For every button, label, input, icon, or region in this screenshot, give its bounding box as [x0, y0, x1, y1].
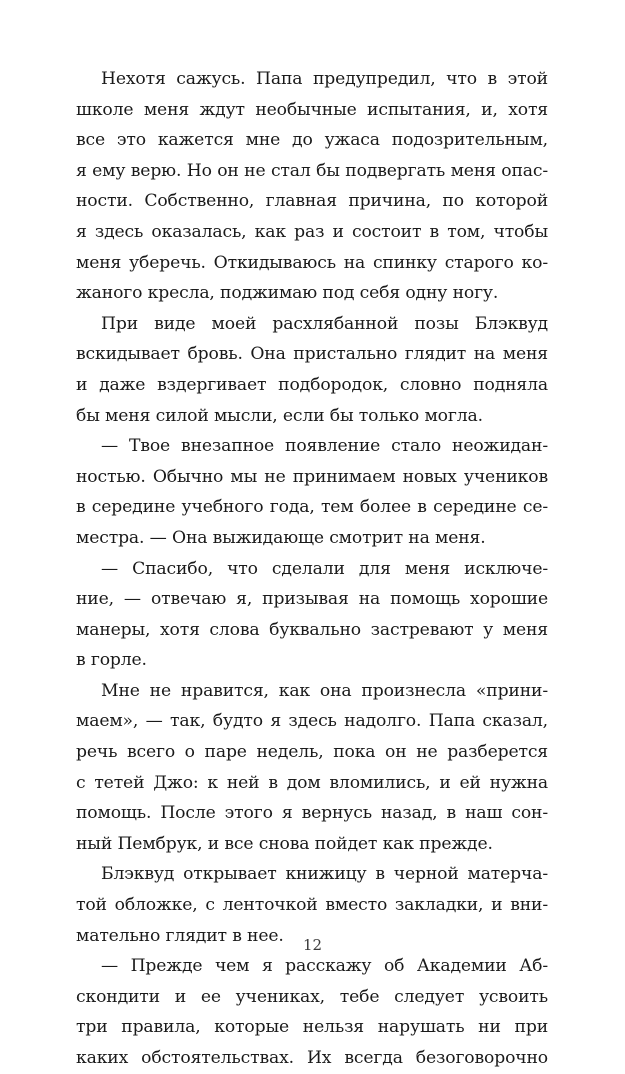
- paragraph: [76, 64, 548, 309]
- text-line: вскидывает бровь. Она пристально глядит на меня: [76, 344, 548, 365]
- text-line: ние, — отвечаю я, призывая на помощь хорошие: [76, 589, 548, 610]
- paragraph: [76, 676, 548, 860]
- text-line: жаного кресла, поджимаю под себя одну ногу.: [76, 283, 499, 304]
- text-line: помощь. После этого я вернусь назад, в наш сон-: [76, 803, 548, 824]
- text-line: я здесь оказалась, как раз и состоит в том, чтобы: [76, 221, 548, 242]
- text-line: Мне не нравится, как она произнесла «прини-: [101, 680, 548, 701]
- text-line: манеры, хотя слова буквально застревают у меня: [76, 619, 548, 640]
- text-line: и даже вздергивает подбородок, словно подняла: [76, 374, 548, 395]
- text-line: — Прежде чем я расскажу об Академии Аб-: [101, 956, 548, 977]
- text-line: с тетей Джо: к ней в дом вломились, и ей нужна: [76, 772, 548, 793]
- text-line: — Спасибо, что сделали для меня исключе-: [101, 558, 548, 579]
- paragraph: [76, 951, 548, 1073]
- text-line: При виде моей расхлябанной позы Блэквуд: [101, 313, 548, 334]
- text-line: местра. — Она выжидающе смотрит на меня.: [76, 527, 486, 548]
- text-line: меня уберечь. Откидываюсь на спинку старого ко-: [76, 252, 548, 273]
- text-line: — Твое внезапное появление стало неожидан-: [101, 436, 548, 457]
- page-number: 12: [302, 936, 323, 954]
- text-line: три правила, которые нельзя нарушать ни при: [76, 1017, 548, 1038]
- text-line: школе меня ждут необычные испытания, и, хотя: [76, 99, 548, 120]
- paragraph: [76, 554, 548, 676]
- text-line: каких обстоятельствах. Их всегда безоговорочно: [76, 1048, 548, 1068]
- text-line: ностью. Обычно мы не принимаем новых учеников: [76, 466, 548, 487]
- text-line: Блэквуд открывает книжицу в черной матерча-: [101, 864, 548, 885]
- text-line: маем», — так, будто я здесь надолго. Папа сказал,: [76, 711, 548, 732]
- text-line: Нехотя сажусь. Папа предупредил, что в этой: [101, 69, 548, 89]
- text-line: в середине учебного года, тем более в середине се-: [76, 497, 548, 518]
- paragraph: [76, 309, 548, 431]
- paragraph: [76, 431, 548, 553]
- text-line: мательно глядит в нее.: [76, 925, 284, 946]
- text-line: той обложке, с ленточкой вместо закладки, и вни-: [76, 895, 548, 916]
- text-line: ный Пембрук, и все снова пойдет как прежде.: [76, 833, 493, 854]
- body-text: [76, 64, 548, 1074]
- text-line: бы меня силой мысли, если бы только могла.: [76, 405, 483, 426]
- text-line: речь всего о паре недель, пока он не разберется: [76, 742, 548, 763]
- text-line: в горле.: [76, 650, 147, 671]
- text-line: я ему верю. Но он не стал бы подвергать меня опас-: [76, 160, 548, 181]
- text-line: скондити и ее учениках, тебе следует усвоить: [76, 986, 548, 1007]
- text-line: ности. Собственно, главная причина, по которой: [76, 191, 548, 212]
- text-line: все это кажется мне до ужаса подозрительным,: [76, 130, 548, 151]
